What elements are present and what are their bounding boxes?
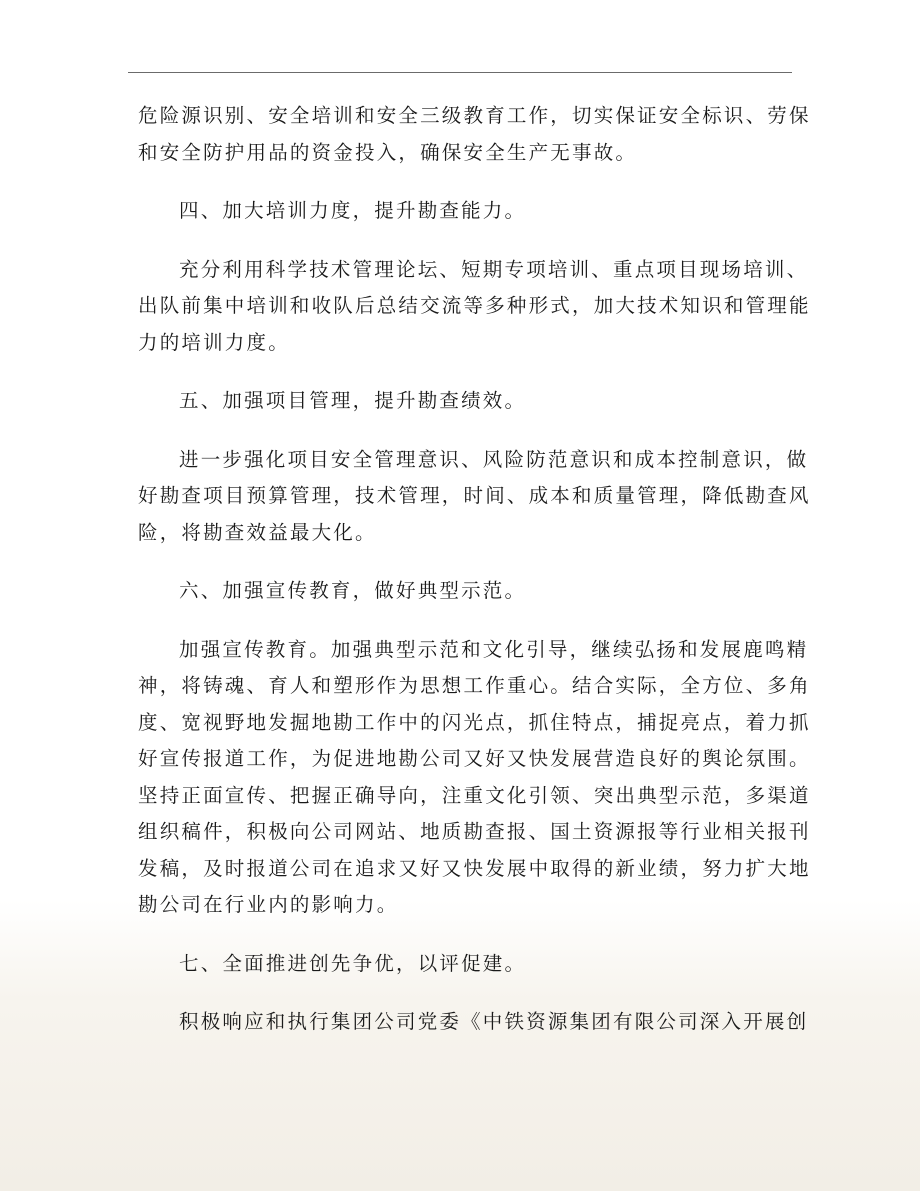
heading-text: 六、加强宣传教育，做好典型示范。 bbox=[179, 579, 527, 602]
text-line: 度、宽视野地发掘地勘工作中的闪光点，抓住特点，捕捉亮点，着力抓 bbox=[138, 710, 811, 734]
text-line: 加强宣传教育。加强典型示范和文化引导，继续弘扬和发展鹿鸣精 bbox=[179, 637, 809, 661]
heading-text: 四、加大培训力度，提升勘查能力。 bbox=[179, 199, 527, 222]
text-line: 组织稿件，积极向公司网站、地质勘查报、国土资源报等行业相关报刊 bbox=[138, 820, 811, 843]
document-body bbox=[138, 98, 811, 1063]
text-line: 充分利用科学技术管理论坛、短期专项培训、重点项目现场培训、 bbox=[179, 257, 809, 281]
text-line: 好勘查项目预算管理，技术管理，时间、成本和质量管理，降低勘查风 bbox=[138, 484, 811, 507]
paragraph-training bbox=[138, 252, 811, 362]
heading-text: 七、全面推进创先争优，以评促建。 bbox=[179, 951, 527, 975]
paragraph-continuation bbox=[138, 98, 811, 171]
paragraph-excellence bbox=[138, 1004, 809, 1041]
section-heading-7 bbox=[138, 946, 804, 983]
heading-text: 五、加强项目管理，提升勘查绩效。 bbox=[179, 389, 527, 412]
section-heading-5 bbox=[138, 383, 804, 420]
text-line: 发稿，及时报道公司在追求又好又快发展中取得的新业绩，努力扩大地 bbox=[138, 856, 811, 880]
text-line: 勘公司在行业内的影响力。 bbox=[138, 893, 399, 916]
text-line: 坚持正面宣传、把握正确导向，注重文化引领、突出典型示范，多渠道 bbox=[138, 783, 811, 807]
text-line: 进一步强化项目安全管理意识、风险防范意识和成本控制意识，做 bbox=[179, 447, 809, 471]
text-line: 好宣传报道工作，为促进地勘公司又好又快发展营造良好的舆论氛围。 bbox=[138, 747, 811, 770]
header-rule bbox=[128, 72, 792, 73]
paragraph-project-management bbox=[138, 442, 811, 552]
text-line: 出队前集中培训和收队后总结交流等多种形式，加大技术知识和管理能 bbox=[138, 294, 811, 317]
text-line: 力的培训力度。 bbox=[138, 330, 290, 354]
section-heading-6 bbox=[138, 573, 804, 610]
text-line: 神，将铸魂、育人和塑形作为思想工作重心。结合实际，全方位、多角 bbox=[138, 674, 811, 697]
text-line: 险，将勘查效益最大化。 bbox=[138, 520, 377, 544]
text-line: 积极响应和执行集团公司党委《中铁资源集团有限公司深入开展创 bbox=[179, 1010, 809, 1033]
section-heading-4 bbox=[138, 193, 804, 230]
text-line: 和安全防护用品的资金投入，确保安全生产无事故。 bbox=[138, 140, 638, 164]
text-line: 危险源识别、安全培训和安全三级教育工作，切实保证安全标识、劳保 bbox=[138, 104, 811, 127]
paragraph-publicity bbox=[138, 632, 811, 924]
